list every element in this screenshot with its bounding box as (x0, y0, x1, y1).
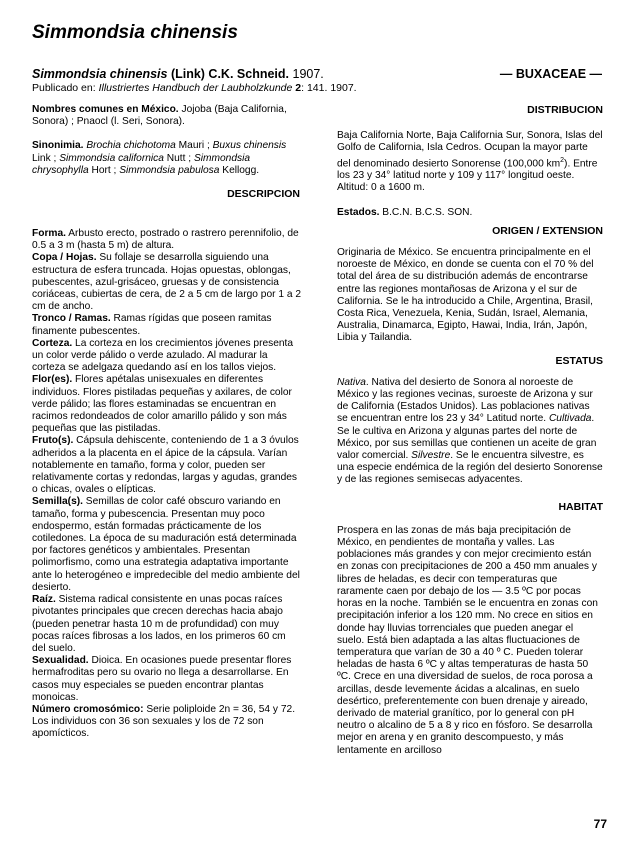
desc-tronco: Tronco / Ramas. Ramas rígidas que poseen ramitas finamente pubescentes. (32, 313, 272, 337)
origin-text: Originaria de México. Se encuentra principalmente en el noroeste de México, en donde se cuenta con el 70 % del total del área de su distribución además de encontrarse entre las regiones montañosas de Arizona y el sur de California. Se le ha introducido a Chile, Argentina, Brasil, Costa Rica, Venezuela, Kenia, Sudán, Israel, Alemania, Australia, Dinamarca, Egipto, Hawai, India, Irán, Japón, Libia y Tailandia. (337, 247, 594, 344)
species-name: Simmondsia chinensis (Link) C.K. Schneid. (32, 67, 290, 81)
habitat-heading: HABITAT (558, 500, 603, 513)
right-column (337, 104, 603, 757)
desc-flor: Flor(es). Flores apétalas unisexuales en diferentes individuos. Flores pistiladas pequeñas y axilares, de color verde pálido; las flores estaminadas se encuentran en racimos redondeados de color amarillo pálido y son más pequeñas que las pistiladas. (32, 374, 292, 435)
species-header (32, 67, 602, 81)
desc-raiz: Raíz. Sistema radical consistente en unas pocas raíces pivotantes principales que crecen derechas hacia abajo (pueden penetrar hasta 10 m de profundidad) con muy pocas raíces fibrosas a los lados, en los primeros 60 cm del suelo. (32, 594, 286, 654)
family-name: — BUXACEAE — (499, 67, 602, 81)
estados: Estados. B.C.N. B.C.S. SON. (337, 206, 473, 218)
desc-semilla: Semilla(s). Semillas de color café obscuro variando en tamaño, forma y pubescencia. Presentan muy poco endospermo, están formadas prácticamente de los cotiledones. La época de su maduración está determinada por factores genéticos y ambientales. Presentan polimorfismo, como una estrategia adaptativa importante ante lo heterogéneo e impredecible del medio ambiente del desierto. (32, 496, 300, 593)
publication-line: Publicado en: Illustriertes Handbuch der Laubholzkunde 2: 141. 1907. (32, 82, 357, 94)
synonyms: Sinonimia. Brochia chichotoma Mauri ; Buxus chinensis Link ; Simmondsia californica Nutt ; Simmondsia chrysophylla Hort ; Simmondsia pabulosa Kellogg. (32, 140, 287, 176)
description-heading: DESCRIPCION (227, 188, 300, 201)
page-title: Simmondsia chinensis (32, 22, 238, 43)
status-heading: ESTATUS (555, 354, 603, 367)
desc-sexualidad: Sexualidad. Dioica. En ocasiones puede presentar flores hermafroditas pero su ovario no llega a desarrollarse. En casos muy especiales se pueden encontrar plantas monoicas. (32, 655, 292, 703)
distribution-text: Baja California Norte, Baja California Sur, Sonora, Islas del Golfo de California, Isla Cedros. Ocupan la mayor parte del denominado desierto Sonorense (100,000 $km^2$). Entre los 23 y 34° latitud norte y 109 y 117° longitud oeste. Altitud: 0 a 1600 m. (337, 130, 603, 194)
status-text: Nativa. Nativa del desierto de Sonora al noroeste de México y las regiones vecinas, suroeste de Arizona y sur de California (Estados Unidos). Las poblaciones nativas se encuentran entre los 23 y 34° Latitud norte. Cultivada. Se le cultiva en Arizona y algunas partes del norte de México, por sus semillas que contienen un aceite de gran valor comercial. Silvestre. Se le encuentra silvestre, es una especie endémica de la región del desierto Sonorense y de las regiones semisecas adyacentes. (337, 376, 603, 486)
desc-forma: Forma. Arbusto erecto, postrado o rastrero perennifolio, de 0.5 a 3 m (hasta 5 m) de altura. (32, 228, 299, 252)
desc-fruto: Fruto(s). Cápsula dehiscente, conteniendo de 1 a 3 óvulos adheridos a la placenta en el ápice de la cápsula. Varían notablemente en tamaño, forma y color, pueden ser relativamente cortas y redondas, largas y agudas, grandes o chicas, ovales o elípticas. (32, 435, 299, 496)
desc-corteza: Corteza. La corteza en los crecimientos jóvenes presenta un color verde pálido o verde azulado. Al madurar la corteza se adelgaza quedando así en los tallos viejos. (32, 337, 294, 374)
habitat-text: Prospera en las zonas de más baja precipitación de México, en pendientes de montaña y valles. Las poblaciones más grandes y con mejor crecimiento están en zonas con precipitaciones de 200 a 450 mm anuales y libres de heladas, es decir con temperaturas que raramente caen por debajo de los — 3.5 ºC por pocas horas en la noche. También se le encuentra en zonas con precipitación inferior a los 120 mm. No crece en sitios en donde hay lluvias torrenciales que pueden anegar el suelo. Está bien adaptada a las altas fluctuaciones de temperatura que varían de 30 a 40 º C. Pueden tolerar heladas de hasta 6 ºC y altas temperaturas de hasta 50 ºC. Crece en una diversidad de suelos, de roca porosa a arcillas, desde levemente ácidas a alcalinas, en suelo desértico, preferentemente con buen drenaje y aireado, derivado de material granítico, por lo general con pH neutro o alcalino de 5 a 8 y rico en fósforo. Se desarrolla mejor en arena y en granito descompuesto, y más lentamente en arcilloso (337, 524, 598, 756)
common-names: Nombres comunes en México. Jojoba (Baja California, Sonora) ; Pnaocl (l. Seri, Sonora). (32, 104, 287, 128)
page-number: 77 (593, 817, 607, 831)
origin-heading: ORIGEN / EXTENSION (492, 224, 603, 237)
desc-cromosomas: Número cromosómico: Serie poliploide 2n = 36, 54 y 72. Los individuos con 36 son sexuales y los de 72 son apomícticos. (32, 703, 296, 740)
left-column-top (32, 104, 300, 200)
desc-copa: Copa / Hojas. Su follaje se desarrolla siguiendo una estructura de esfera truncada. Hojas opuestas, oblongas, pubescentes, azul-grisáceo, gruesas y de consistencia coriáceas, cubiertas de cera, de 2 a 5 cm de largo por 1 a 2 cm de ancho. (32, 252, 301, 313)
description-section (32, 228, 302, 741)
species-year: 1907. (289, 67, 324, 81)
distribution-heading: DISTRIBUCION (527, 104, 603, 116)
